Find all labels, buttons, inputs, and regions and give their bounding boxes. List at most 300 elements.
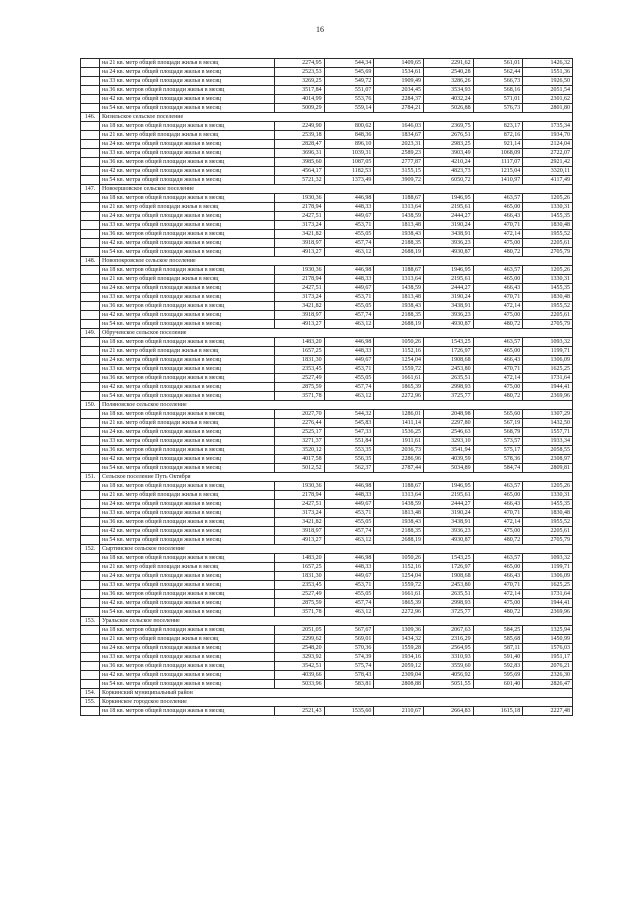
value-cell: 2784,21 — [374, 104, 424, 113]
row-number-cell — [81, 311, 100, 320]
value-cell: 2353,45 — [275, 365, 325, 374]
value-cell: 1455,35 — [523, 284, 573, 293]
value-cell: 466,43 — [473, 500, 523, 509]
row-number-cell — [81, 383, 100, 392]
value-cell: 1050,26 — [374, 554, 424, 563]
value-cell: 465,00 — [473, 491, 523, 500]
value-cell: 2635,51 — [423, 590, 473, 599]
table-row — [81, 599, 573, 608]
value-cell: 1411,14 — [374, 419, 424, 428]
value-cell: 2546,63 — [423, 428, 473, 437]
row-description: на 21 кв. метр общей площади жилья в месяц — [100, 491, 275, 500]
value-cell: 591,40 — [473, 653, 523, 662]
value-cell: 453,71 — [324, 509, 374, 518]
value-cell: 3541,94 — [423, 446, 473, 455]
value-cell: 592,83 — [473, 662, 523, 671]
row-description: на 18 кв. метров общей площади жилья в месяц — [100, 410, 275, 419]
row-number-cell — [81, 203, 100, 212]
value-cell: 1330,31 — [523, 275, 573, 284]
value-cell: 2527,49 — [275, 590, 325, 599]
value-cell: 2326,30 — [523, 671, 573, 680]
value-cell: 1834,67 — [374, 131, 424, 140]
value-cell: 2983,25 — [423, 140, 473, 149]
value-cell: 1410,97 — [473, 176, 523, 185]
section-title: Новоершовское сельское поселение — [100, 185, 573, 194]
row-description: на 42 кв. метра общей площади жилья в месяц — [100, 239, 275, 248]
value-cell: 2688,19 — [374, 536, 424, 545]
table-row — [81, 176, 573, 185]
section-number: 153. — [81, 617, 100, 626]
value-cell: 2036,73 — [374, 446, 424, 455]
table-row — [81, 68, 573, 77]
value-cell: 1409,65 — [374, 59, 424, 68]
value-cell: 463,12 — [324, 536, 374, 545]
value-cell: 1152,16 — [374, 347, 424, 356]
row-description: на 21 кв. метр общей площади жилья в месяц — [100, 563, 275, 572]
section-row — [81, 545, 573, 554]
value-cell: 463,57 — [473, 266, 523, 275]
table-row — [81, 356, 573, 365]
value-cell: 1050,26 — [374, 338, 424, 347]
row-number-cell — [81, 374, 100, 383]
section-number: 150. — [81, 401, 100, 410]
table-row — [81, 653, 573, 662]
value-cell: 1930,36 — [275, 194, 325, 203]
value-cell: 1117,07 — [473, 158, 523, 167]
value-cell: 1254,04 — [374, 572, 424, 581]
value-cell: 1830,48 — [523, 221, 573, 230]
value-cell: 1908,68 — [423, 572, 473, 581]
row-number-cell — [81, 194, 100, 203]
value-cell: 1325,94 — [523, 626, 573, 635]
value-cell: 1188,67 — [374, 266, 424, 275]
value-cell: 3725,77 — [423, 392, 473, 401]
value-cell: 1831,30 — [275, 356, 325, 365]
table-row — [81, 59, 573, 68]
row-number-cell — [81, 239, 100, 248]
value-cell: 2023,31 — [374, 140, 424, 149]
value-cell: 3696,31 — [275, 149, 325, 158]
value-cell: 2110,67 — [374, 707, 424, 716]
value-cell: 1625,25 — [523, 365, 573, 374]
value-cell: 584,74 — [473, 464, 523, 473]
value-cell: 1534,61 — [374, 68, 424, 77]
value-cell: 1188,67 — [374, 194, 424, 203]
row-number-cell — [81, 635, 100, 644]
value-cell: 1559,72 — [374, 365, 424, 374]
section-title: Уральское сельское поселение — [100, 617, 573, 626]
row-number-cell — [81, 437, 100, 446]
value-cell: 2444,27 — [423, 284, 473, 293]
value-cell: 549,72 — [324, 77, 374, 86]
table-row — [81, 122, 573, 131]
value-cell: 2801,80 — [523, 104, 573, 113]
value-cell: 453,71 — [324, 221, 374, 230]
value-cell: 1944,41 — [523, 383, 573, 392]
value-cell: 2705,79 — [523, 248, 573, 257]
row-description: на 33 кв. метра общей площади жилья в месяц — [100, 509, 275, 518]
value-cell: 568,16 — [473, 86, 523, 95]
row-number-cell — [81, 446, 100, 455]
value-cell: 3571,78 — [275, 392, 325, 401]
value-cell: 472,14 — [473, 518, 523, 527]
value-cell: 2539,18 — [275, 131, 325, 140]
value-cell: 466,43 — [473, 572, 523, 581]
value-cell: 1657,25 — [275, 563, 325, 572]
value-cell: 2875,59 — [275, 599, 325, 608]
row-number-cell — [81, 284, 100, 293]
value-cell: 3293,92 — [275, 653, 325, 662]
value-cell: 2369,96 — [523, 608, 573, 617]
value-cell: 455,05 — [324, 518, 374, 527]
page-number: 16 — [316, 25, 324, 34]
value-cell: 2444,27 — [423, 500, 473, 509]
row-description: на 42 кв. метра общей площади жилья в месяц — [100, 95, 275, 104]
table-row — [81, 212, 573, 221]
value-cell: 3190,24 — [423, 293, 473, 302]
value-cell: 575,74 — [324, 662, 374, 671]
row-number-cell — [81, 68, 100, 77]
value-cell: 4039,66 — [275, 671, 325, 680]
table-row — [81, 500, 573, 509]
row-description: на 18 кв. метров общей площади жилья в месяц — [100, 266, 275, 275]
row-description: на 42 кв. метра общей площади жилья в месяц — [100, 311, 275, 320]
value-cell: 5721,32 — [275, 176, 325, 185]
value-cell: 2369,75 — [423, 122, 473, 131]
value-cell: 472,14 — [473, 374, 523, 383]
row-number-cell — [81, 410, 100, 419]
row-number-cell — [81, 707, 100, 716]
row-description: на 18 кв. метров общей площади жилья в месяц — [100, 707, 275, 716]
value-cell: 2124,04 — [523, 140, 573, 149]
value-cell: 567,19 — [473, 419, 523, 428]
value-cell: 449,67 — [324, 212, 374, 221]
value-cell: 2195,61 — [423, 491, 473, 500]
value-cell: 466,43 — [473, 212, 523, 221]
table-row — [81, 590, 573, 599]
value-cell: 3520,12 — [275, 446, 325, 455]
value-cell: 1535,60 — [324, 707, 374, 716]
table-row — [81, 707, 573, 716]
value-cell: 1657,25 — [275, 347, 325, 356]
row-number-cell — [81, 563, 100, 572]
value-cell: 2808,88 — [374, 680, 424, 689]
value-cell: 1908,68 — [423, 356, 473, 365]
row-number-cell — [81, 554, 100, 563]
value-cell: 1536,25 — [374, 428, 424, 437]
row-number-cell — [81, 509, 100, 518]
table-row — [81, 338, 573, 347]
value-cell: 1205,26 — [523, 194, 573, 203]
value-cell: 1551,36 — [523, 68, 573, 77]
value-cell: 2826,47 — [523, 680, 573, 689]
value-cell: 449,67 — [324, 284, 374, 293]
row-description: на 54 кв. метра общей площади жилья в месяц — [100, 176, 275, 185]
value-cell: 848,36 — [324, 131, 374, 140]
value-cell: 449,67 — [324, 500, 374, 509]
row-number-cell — [81, 86, 100, 95]
value-cell: 2274,95 — [275, 59, 325, 68]
value-cell: 1330,31 — [523, 491, 573, 500]
value-cell: 2195,61 — [423, 275, 473, 284]
value-cell: 480,72 — [473, 392, 523, 401]
row-description: на 36 кв. метров общей площади жилья в месяц — [100, 590, 275, 599]
section-title: Коркинский муниципальный район — [100, 689, 573, 698]
value-cell: 465,00 — [473, 347, 523, 356]
table-row — [81, 266, 573, 275]
value-cell: 457,74 — [324, 527, 374, 536]
table-row — [81, 410, 573, 419]
value-cell: 446,98 — [324, 194, 374, 203]
value-cell: 561,01 — [473, 59, 523, 68]
value-cell: 4913,27 — [275, 320, 325, 329]
row-number-cell — [81, 221, 100, 230]
value-cell: 1731,64 — [523, 374, 573, 383]
row-number-cell — [81, 149, 100, 158]
row-number-cell — [81, 572, 100, 581]
row-description: на 18 кв. метров общей площади жилья в месяц — [100, 338, 275, 347]
row-description: на 24 кв. метра общей площади жилья в месяц — [100, 140, 275, 149]
table-row — [81, 302, 573, 311]
value-cell: 480,72 — [473, 320, 523, 329]
value-cell: 449,67 — [324, 572, 374, 581]
row-description: на 42 кв. метра общей площади жилья в месяц — [100, 527, 275, 536]
value-cell: 453,71 — [324, 581, 374, 590]
table-row — [81, 347, 573, 356]
value-cell: 5009,29 — [275, 104, 325, 113]
table-row — [81, 131, 573, 140]
section-number: 154. — [81, 689, 100, 698]
tariff-table — [80, 58, 573, 716]
row-description: на 18 кв. метров общей площади жилья в месяц — [100, 626, 275, 635]
value-cell: 2188,35 — [374, 527, 424, 536]
table-row — [81, 248, 573, 257]
value-cell: 2301,62 — [523, 95, 573, 104]
value-cell: 1330,31 — [523, 203, 573, 212]
value-cell: 1483,20 — [275, 554, 325, 563]
row-description: на 36 кв. метров общей площади жилья в месяц — [100, 374, 275, 383]
row-number-cell — [81, 212, 100, 221]
value-cell: 921,14 — [473, 140, 523, 149]
value-cell: 1934,70 — [523, 131, 573, 140]
value-cell: 2353,45 — [275, 581, 325, 590]
value-cell: 587,11 — [473, 644, 523, 653]
value-cell: 3918,97 — [275, 311, 325, 320]
value-cell: 1438,59 — [374, 284, 424, 293]
row-number-cell — [81, 392, 100, 401]
value-cell: 1830,48 — [523, 509, 573, 518]
value-cell: 2308,97 — [523, 455, 573, 464]
value-cell: 3438,91 — [423, 518, 473, 527]
row-number-cell — [81, 644, 100, 653]
value-cell: 475,00 — [473, 527, 523, 536]
row-description: на 42 кв. метра общей площади жилья в месяц — [100, 167, 275, 176]
section-title: Новопокровское сельское поселение — [100, 257, 573, 266]
value-cell: 2525,17 — [275, 428, 325, 437]
value-cell: 3438,91 — [423, 230, 473, 239]
row-number-cell — [81, 428, 100, 437]
row-description: на 18 кв. метров общей площади жилья в месяц — [100, 194, 275, 203]
row-description: на 33 кв. метра общей площади жилья в месяц — [100, 365, 275, 374]
row-number-cell — [81, 527, 100, 536]
table-row — [81, 446, 573, 455]
row-description: на 21 кв. метр общей площади жилья в месяц — [100, 419, 275, 428]
value-cell: 1726,97 — [423, 347, 473, 356]
value-cell: 463,12 — [324, 248, 374, 257]
section-row — [81, 689, 573, 698]
value-cell: 448,33 — [324, 563, 374, 572]
section-title: Сельское поселение Путь Октября — [100, 473, 573, 482]
value-cell: 1951,17 — [523, 653, 573, 662]
row-description: на 33 кв. метра общей площади жилья в месяц — [100, 437, 275, 446]
value-cell: 470,71 — [473, 581, 523, 590]
value-cell: 1938,43 — [374, 518, 424, 527]
section-number: 155. — [81, 698, 100, 707]
value-cell: 2034,45 — [374, 86, 424, 95]
table-row — [81, 203, 573, 212]
value-cell: 2427,51 — [275, 500, 325, 509]
section-number: 151. — [81, 473, 100, 482]
row-description: на 36 кв. метров общей площади жилья в месяц — [100, 86, 275, 95]
value-cell: 463,12 — [324, 392, 374, 401]
value-cell: 2453,80 — [423, 365, 473, 374]
row-number-cell — [81, 662, 100, 671]
value-cell: 1438,59 — [374, 212, 424, 221]
value-cell: 1426,32 — [523, 59, 573, 68]
value-cell: 4210,24 — [423, 158, 473, 167]
table-row — [81, 320, 573, 329]
value-cell: 472,14 — [473, 302, 523, 311]
value-cell: 1735,34 — [523, 122, 573, 131]
row-description: на 54 кв. метра общей площади жилья в месяц — [100, 392, 275, 401]
table-row — [81, 680, 573, 689]
value-cell: 1254,04 — [374, 356, 424, 365]
value-cell: 2722,07 — [523, 149, 573, 158]
value-cell: 1930,36 — [275, 266, 325, 275]
row-description: на 24 кв. метра общей площади жилья в месяц — [100, 644, 275, 653]
value-cell: 4930,87 — [423, 536, 473, 545]
value-cell: 1909,49 — [374, 77, 424, 86]
row-description: на 18 кв. метров общей площади жилья в месяц — [100, 482, 275, 491]
value-cell: 1955,52 — [523, 230, 573, 239]
value-cell: 1093,32 — [523, 554, 573, 563]
value-cell: 3421,82 — [275, 230, 325, 239]
value-cell: 4017,58 — [275, 455, 325, 464]
value-cell: 475,00 — [473, 383, 523, 392]
value-cell: 3286,26 — [423, 77, 473, 86]
value-cell: 1309,36 — [374, 626, 424, 635]
value-cell: 1313,64 — [374, 275, 424, 284]
value-cell: 2276,44 — [275, 419, 325, 428]
value-cell: 567,67 — [324, 626, 374, 635]
row-description: на 21 кв. метр общей площади жилья в месяц — [100, 203, 275, 212]
value-cell: 480,72 — [473, 248, 523, 257]
table-row — [81, 293, 573, 302]
value-cell: 569,01 — [324, 635, 374, 644]
value-cell: 2067,63 — [423, 626, 473, 635]
value-cell: 3725,77 — [423, 608, 473, 617]
value-cell: 3559,60 — [423, 662, 473, 671]
value-cell: 2188,35 — [374, 311, 424, 320]
table-row — [81, 365, 573, 374]
row-number-cell — [81, 626, 100, 635]
value-cell: 1930,36 — [275, 482, 325, 491]
row-number-cell — [81, 680, 100, 689]
value-cell: 1726,97 — [423, 563, 473, 572]
row-description: на 36 кв. метров общей площади жилья в месяц — [100, 158, 275, 167]
value-cell: 4823,73 — [423, 167, 473, 176]
value-cell: 4014,99 — [275, 95, 325, 104]
row-description: на 54 кв. метра общей площади жилья в месяц — [100, 608, 275, 617]
value-cell: 446,98 — [324, 266, 374, 275]
value-cell: 2249,90 — [275, 122, 325, 131]
value-cell: 4117,49 — [523, 176, 573, 185]
table-row — [81, 671, 573, 680]
value-cell: 570,36 — [324, 644, 374, 653]
table-row — [81, 527, 573, 536]
value-cell: 5051,55 — [423, 680, 473, 689]
value-cell: 449,67 — [324, 356, 374, 365]
value-cell: 6050,72 — [423, 176, 473, 185]
table-row — [81, 77, 573, 86]
table-row — [81, 428, 573, 437]
table-row — [81, 482, 573, 491]
table-row — [81, 167, 573, 176]
value-cell: 3542,51 — [275, 662, 325, 671]
table-row — [81, 86, 573, 95]
value-cell: 3909,72 — [374, 176, 424, 185]
value-cell: 585,68 — [473, 635, 523, 644]
value-cell: 5026,88 — [423, 104, 473, 113]
row-number-cell — [81, 302, 100, 311]
value-cell: 584,25 — [473, 626, 523, 635]
value-cell: 2875,59 — [275, 383, 325, 392]
row-number-cell — [81, 230, 100, 239]
value-cell: 463,57 — [473, 482, 523, 491]
value-cell: 823,17 — [473, 122, 523, 131]
value-cell: 4930,87 — [423, 248, 473, 257]
value-cell: 2589,23 — [374, 149, 424, 158]
value-cell: 1313,64 — [374, 203, 424, 212]
row-description: на 24 кв. метра общей площади жилья в месяц — [100, 500, 275, 509]
value-cell: 559,14 — [324, 104, 374, 113]
value-cell: 1938,43 — [374, 302, 424, 311]
value-cell: 2998,93 — [423, 383, 473, 392]
value-cell: 3421,82 — [275, 302, 325, 311]
row-number-cell — [81, 122, 100, 131]
value-cell: 465,00 — [473, 203, 523, 212]
row-description: на 24 кв. метра общей площади жилья в месяц — [100, 356, 275, 365]
value-cell: 470,71 — [473, 365, 523, 374]
table-row — [81, 221, 573, 230]
row-description: на 21 кв. метр общей площади жилья в месяц — [100, 131, 275, 140]
value-cell: 470,71 — [473, 221, 523, 230]
value-cell: 568,79 — [473, 428, 523, 437]
value-cell: 3985,60 — [275, 158, 325, 167]
value-cell: 1813,48 — [374, 221, 424, 230]
value-cell: 463,57 — [473, 554, 523, 563]
table-row — [81, 158, 573, 167]
table-row — [81, 455, 573, 464]
row-description: на 33 кв. метра общей площади жилья в месяц — [100, 221, 275, 230]
value-cell: 472,14 — [473, 590, 523, 599]
row-number-cell — [81, 176, 100, 185]
row-description: на 21 кв. метр общей площади жилья в месяц — [100, 347, 275, 356]
value-cell: 595,69 — [473, 671, 523, 680]
value-cell: 463,57 — [473, 194, 523, 203]
section-title: Поляновское сельское поселение — [100, 401, 573, 410]
value-cell: 2188,35 — [374, 239, 424, 248]
